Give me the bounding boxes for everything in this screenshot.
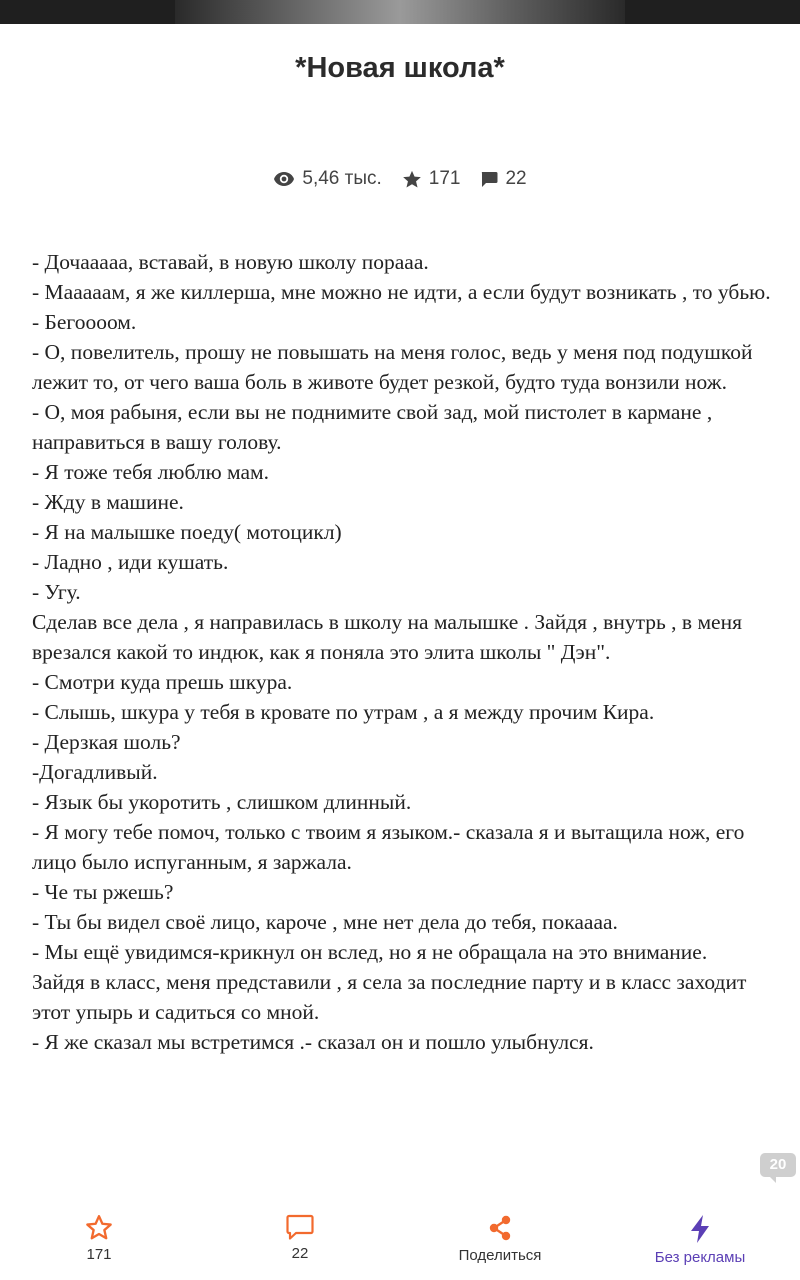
story-text (32, 247, 772, 1057)
story-line: - Угу. (32, 580, 81, 604)
cover-image (175, 0, 625, 24)
story-line: - Ладно , иди кушать. (32, 550, 229, 574)
story-line: - Я тоже тебя люблю мам. (32, 460, 270, 484)
star-outline-icon (85, 1214, 113, 1241)
story-line: - О, повелитель, прошу не повышать на меня голос, ведь у меня под подушкой лежит то, от чего ваша боль в животе будет резкой, будто туда вонзили нож. (32, 340, 753, 394)
story-line: - Слышь, шкура у тебя в кровате по утрам , а я между прочим Кира. (32, 700, 655, 724)
share-icon (486, 1214, 514, 1242)
like-button[interactable] (19, 1214, 179, 1263)
lightning-icon (688, 1214, 712, 1244)
bottom-action-bar (0, 1200, 800, 1280)
story-line: -Догадливый. (32, 760, 158, 784)
views-stat (273, 168, 381, 190)
story-line: - Я на малышке поеду( мотоцикл) (32, 520, 342, 544)
story-line: - Смотри куда прешь шкура. (32, 670, 293, 694)
comment-outline-icon (286, 1214, 314, 1240)
badge-tail (768, 1175, 776, 1183)
story-line: - Я могу тебе помоч, только с твоим я языком.- сказала я и вытащила нож, его лицо было испуганным, я заржала. (32, 820, 745, 874)
comments-button[interactable] (220, 1214, 380, 1262)
paragraph-comments-count: 20 (760, 1153, 796, 1177)
story-stats (0, 168, 800, 190)
story-line: - Дочааааа, вставай, в новую школу порааа. (32, 250, 429, 274)
share-button[interactable] (420, 1214, 580, 1264)
cover-image-strip (0, 0, 800, 24)
views-count: 5,46 тыс. (302, 168, 382, 189)
comment-icon (480, 171, 498, 188)
no-ads-button[interactable] (620, 1214, 780, 1266)
comments-count: 22 (505, 168, 527, 189)
story-line: - Жду в машине. (32, 490, 184, 514)
story-line: - Мааааам, я же киллерша, мне можно не идти, а если будут возникать , то убью. (32, 280, 771, 304)
eye-icon (273, 171, 295, 187)
story-line: - О, моя рабыня, если вы не поднимите свой зад, мой пистолет в кармане , направиться в вашу голову. (32, 400, 713, 454)
comment-count: 22 (291, 1245, 309, 1262)
stars-count: 171 (428, 168, 461, 189)
story-line: Сделав все дела , я направилась в школу на малышке . Зайдя , внутрь , в меня врезался какой то индюк, как я поняла это элита школы " Дэн". (32, 610, 742, 664)
star-icon (402, 170, 422, 189)
story-line: - Ты бы видел своё лицо, кароче , мне нет дела до тебя, покаааа. (32, 910, 618, 934)
no-ads-label: Без рекламы (654, 1249, 746, 1266)
share-label: Поделиться (458, 1247, 542, 1264)
story-line: - Мы ещё увидимся-крикнул он вслед, но я не обращала на это внимание. (32, 940, 708, 964)
like-count: 171 (86, 1246, 112, 1263)
story-line: - Я же сказал мы встретимся .- сказал он и пошло улыбнулся. (32, 1030, 594, 1054)
story-line: - Язык бы укоротить , слишком длинный. (32, 790, 412, 814)
story-title: *Новая школа* (295, 52, 505, 84)
paragraph-comments-badge[interactable] (760, 1153, 796, 1181)
story-line: Зайдя в класс, меня представили , я села за последние парту и в класс заходит этот упырь и садиться со мной. (32, 970, 747, 1024)
story-line: - Бегоооом. (32, 310, 137, 334)
story-line: - Дерзкая шоль? (32, 730, 181, 754)
stars-stat (402, 168, 461, 190)
comments-stat (480, 168, 526, 190)
story-line: - Че ты ржешь? (32, 880, 174, 904)
